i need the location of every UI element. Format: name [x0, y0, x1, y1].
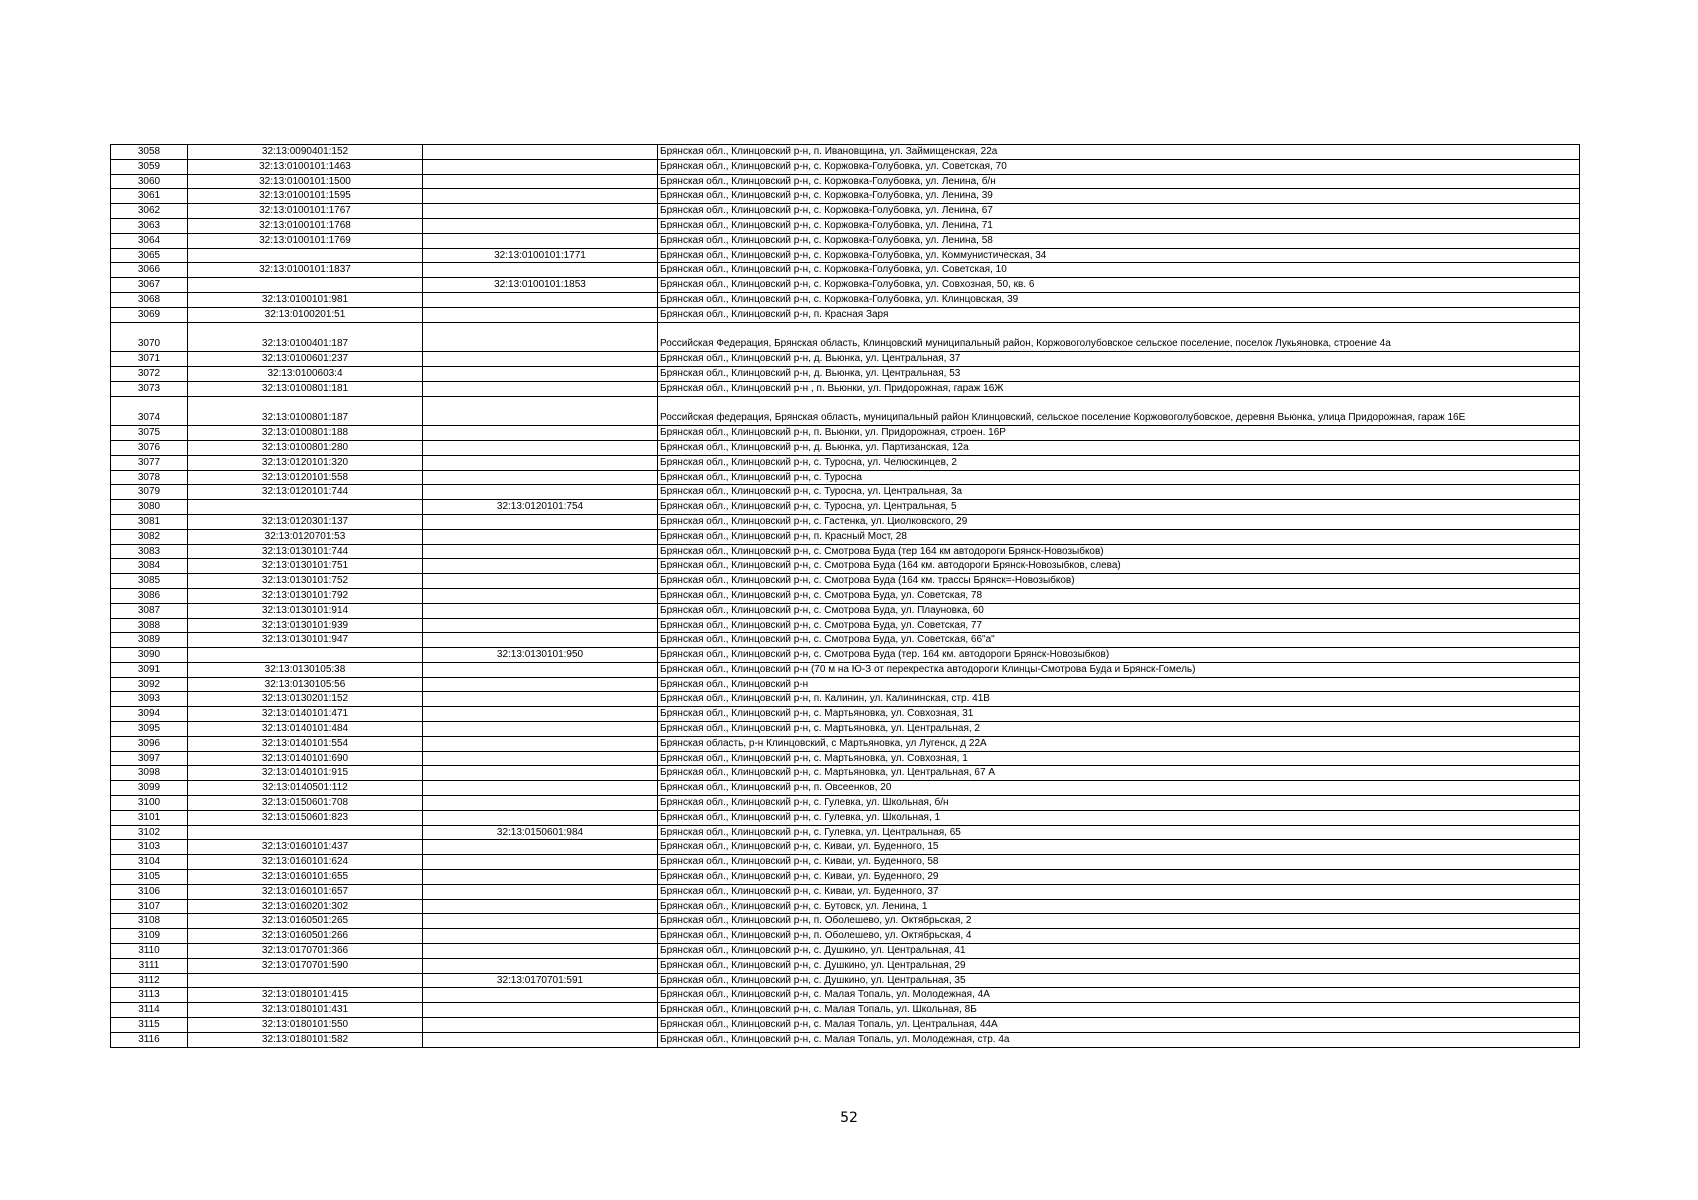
- cadastral-number-cell: 32:13:0100801:181: [188, 381, 423, 396]
- cadastral-number-cell: 32:13:0130101:744: [188, 544, 423, 559]
- cadastral-number-cell: 32:13:0150601:708: [188, 796, 423, 811]
- table-row: [111, 352, 1580, 367]
- row-number-cell: 3061: [111, 189, 188, 204]
- secondary-cadastral-number-cell: [423, 870, 658, 885]
- secondary-cadastral-number-cell: [423, 914, 658, 929]
- address-cell: Брянская обл., Клинцовский р-н, с. Малая Топаль, ул. Школьная, 8Б: [658, 1003, 1580, 1018]
- row-number-cell: 3101: [111, 810, 188, 825]
- cadastral-number-cell: 32:13:0160101:657: [188, 884, 423, 899]
- secondary-cadastral-number-cell: [423, 470, 658, 485]
- table-row: [111, 988, 1580, 1003]
- row-number-cell: 3100: [111, 796, 188, 811]
- row-number-cell: 3109: [111, 929, 188, 944]
- cadastral-number-cell: 32:13:0130105:56: [188, 677, 423, 692]
- address-cell: Брянская обл., Клинцовский р-н, с. Коржовка-Голубовка, ул. Коммунистическая, 34: [658, 248, 1580, 263]
- address-cell: Брянская обл., Клинцовский р-н: [658, 677, 1580, 692]
- address-cell: Российская Федерация, Брянская область, Клинцовский муниципальный район, Коржовоголубовское сельское поселение, поселок Лукьяновка, строение 4а: [658, 322, 1580, 352]
- row-number-cell: 3093: [111, 692, 188, 707]
- secondary-cadastral-number-cell: [423, 588, 658, 603]
- secondary-cadastral-number-cell: [423, 929, 658, 944]
- table-row: [111, 677, 1580, 692]
- address-cell: Брянская обл., Клинцовский р-н, д. Вьюнка, ул. Центральная, 53: [658, 366, 1580, 381]
- secondary-cadastral-number-cell: [423, 1032, 658, 1047]
- cadastral-number-cell: 32:13:0100601:237: [188, 352, 423, 367]
- address-cell: Брянская обл., Клинцовский р-н, с. Смотрова Буда, ул. Советская, 77: [658, 618, 1580, 633]
- table-row: [111, 174, 1580, 189]
- secondary-cadastral-number-cell: [423, 603, 658, 618]
- address-cell: Российская федерация, Брянская область, муниципальный район Клинцовский, сельское поселение Коржовоголубовское, деревня Вьюнка, улица Придорожная, гараж 16Е: [658, 396, 1580, 426]
- address-cell: Брянская обл., Клинцовский р-н, с. Мартьяновка, ул. Совхозная, 1: [658, 751, 1580, 766]
- cadastral-number-cell: 32:13:0140101:915: [188, 766, 423, 781]
- address-cell: Брянская обл., Клинцовский р-н, п. Оболешево, ул. Октябрьская, 4: [658, 929, 1580, 944]
- table-row: [111, 914, 1580, 929]
- table-row: [111, 588, 1580, 603]
- secondary-cadastral-number-cell: [423, 204, 658, 219]
- secondary-cadastral-number-cell: [423, 796, 658, 811]
- secondary-cadastral-number-cell: [423, 751, 658, 766]
- secondary-cadastral-number-cell: [423, 988, 658, 1003]
- secondary-cadastral-number-cell: [423, 958, 658, 973]
- cadastral-number-cell: 32:13:0130101:792: [188, 588, 423, 603]
- cadastral-number-cell: [188, 648, 423, 663]
- row-number-cell: 3074: [111, 396, 188, 426]
- address-cell: Брянская обл., Клинцовский р-н, с. Коржовка-Голубовка, ул. Ленина, 67: [658, 204, 1580, 219]
- secondary-cadastral-number-cell: 32:13:0120101:754: [423, 500, 658, 515]
- secondary-cadastral-number-cell: [423, 736, 658, 751]
- row-number-cell: 3088: [111, 618, 188, 633]
- cadastral-number-cell: 32:13:0100801:280: [188, 440, 423, 455]
- cadastral-number-cell: 32:13:0180101:431: [188, 1003, 423, 1018]
- row-number-cell: 3075: [111, 426, 188, 441]
- secondary-cadastral-number-cell: [423, 233, 658, 248]
- table-row: [111, 722, 1580, 737]
- address-cell: Брянская обл., Клинцовский р-н, с. Туросна, ул. Центральная, 3а: [658, 485, 1580, 500]
- secondary-cadastral-number-cell: [423, 396, 658, 426]
- row-number-cell: 3078: [111, 470, 188, 485]
- address-cell: Брянская обл., Клинцовский р-н, с. Смотрова Буда (тер. 164 км. автодороги Брянск-Новозыбков): [658, 648, 1580, 663]
- address-cell: Брянская обл., Клинцовский р-н, с. Смотрова Буда (164 км. трассы Брянск=-Новозыбков): [658, 574, 1580, 589]
- cadastral-number-cell: 32:13:0120701:53: [188, 529, 423, 544]
- cadastral-number-cell: 32:13:0140101:471: [188, 707, 423, 722]
- address-cell: Брянская обл., Клинцовский р-н , п. Вьюнки, ул. Придорожная, гараж 16Ж: [658, 381, 1580, 396]
- address-cell: Брянская обл., Клинцовский р-н, с. Малая Топаль, ул. Центральная, 44А: [658, 1018, 1580, 1033]
- cadastral-number-cell: 32:13:0100603:4: [188, 366, 423, 381]
- row-number-cell: 3080: [111, 500, 188, 515]
- table-row: [111, 233, 1580, 248]
- row-number-cell: 3062: [111, 204, 188, 219]
- table-row: [111, 958, 1580, 973]
- cadastral-number-cell: 32:13:0100101:981: [188, 292, 423, 307]
- cadastral-number-cell: 32:13:0100101:1767: [188, 204, 423, 219]
- address-cell: Брянская обл., Клинцовский р-н, с. Смотрова Буда, ул. Советская, 66"а": [658, 633, 1580, 648]
- table-row: [111, 648, 1580, 663]
- table-row: [111, 145, 1580, 160]
- row-number-cell: 3105: [111, 870, 188, 885]
- row-number-cell: 3069: [111, 307, 188, 322]
- address-cell: Брянская обл., Клинцовский р-н, д. Вьюнка, ул. Партизанская, 12а: [658, 440, 1580, 455]
- table-row: [111, 929, 1580, 944]
- table-row: [111, 381, 1580, 396]
- row-number-cell: 3079: [111, 485, 188, 500]
- table-row: [111, 618, 1580, 633]
- row-number-cell: 3084: [111, 559, 188, 574]
- cadastral-number-cell: 32:13:0130201:152: [188, 692, 423, 707]
- row-number-cell: 3112: [111, 973, 188, 988]
- cadastral-number-cell: 32:13:0100101:1769: [188, 233, 423, 248]
- row-number-cell: 3076: [111, 440, 188, 455]
- secondary-cadastral-number-cell: [423, 618, 658, 633]
- cadastral-number-cell: 32:13:0160101:655: [188, 870, 423, 885]
- cadastral-number-cell: 32:13:0130101:947: [188, 633, 423, 648]
- row-number-cell: 3070: [111, 322, 188, 352]
- address-cell: Брянская обл., Клинцовский р-н, с. Коржовка-Голубовка, ул. Ленина, 39: [658, 189, 1580, 204]
- cadastral-number-cell: 32:13:0140501:112: [188, 781, 423, 796]
- cadastral-number-cell: 32:13:0160101:437: [188, 840, 423, 855]
- secondary-cadastral-number-cell: 32:13:0130101:950: [423, 648, 658, 663]
- row-number-cell: 3060: [111, 174, 188, 189]
- table-row: [111, 692, 1580, 707]
- cadastral-number-cell: [188, 248, 423, 263]
- address-cell: Брянская обл., Клинцовский р-н, с. Коржовка-Голубовка, ул. Совхозная, 50, кв. 6: [658, 278, 1580, 293]
- address-cell: Брянская обл., Клинцовский р-н, с. Гастенка, ул. Циолковского, 29: [658, 514, 1580, 529]
- secondary-cadastral-number-cell: 32:13:0100101:1771: [423, 248, 658, 263]
- cadastral-number-cell: 32:13:0180101:550: [188, 1018, 423, 1033]
- table-row: [111, 248, 1580, 263]
- cadastral-number-cell: 32:13:0180101:582: [188, 1032, 423, 1047]
- cadastral-number-cell: 32:13:0100101:1595: [188, 189, 423, 204]
- row-number-cell: 3092: [111, 677, 188, 692]
- cadastral-number-cell: [188, 500, 423, 515]
- row-number-cell: 3089: [111, 633, 188, 648]
- row-number-cell: 3067: [111, 278, 188, 293]
- secondary-cadastral-number-cell: [423, 307, 658, 322]
- address-cell: Брянская обл., Клинцовский р-н, с. Коржовка-Голубовка, ул. Советская, 70: [658, 159, 1580, 174]
- address-cell: Брянская обл., Клинцовский р-н, п. Калинин, ул. Калининская, стр. 41В: [658, 692, 1580, 707]
- row-number-cell: 3090: [111, 648, 188, 663]
- table-row: [111, 766, 1580, 781]
- row-number-cell: 3102: [111, 825, 188, 840]
- secondary-cadastral-number-cell: [423, 559, 658, 574]
- table-row: [111, 440, 1580, 455]
- table-row: [111, 218, 1580, 233]
- table-row: [111, 559, 1580, 574]
- table-row: [111, 470, 1580, 485]
- row-number-cell: 3059: [111, 159, 188, 174]
- address-cell: Брянская обл., Клинцовский р-н, с. Гулевка, ул. Школьная, 1: [658, 810, 1580, 825]
- cadastral-number-cell: 32:13:0130101:939: [188, 618, 423, 633]
- address-cell: Брянская обл., Клинцовский р-н, п. Ивановщина, ул. Займищенская, 22а: [658, 145, 1580, 160]
- secondary-cadastral-number-cell: [423, 174, 658, 189]
- table-row: [111, 263, 1580, 278]
- table-row: [111, 781, 1580, 796]
- row-number-cell: 3114: [111, 1003, 188, 1018]
- row-number-cell: 3064: [111, 233, 188, 248]
- secondary-cadastral-number-cell: [423, 145, 658, 160]
- address-cell: Брянская обл., Клинцовский р-н, с. Коржовка-Голубовка, ул. Ленина, 58: [658, 233, 1580, 248]
- address-cell: Брянская обл., Клинцовский р-н, с. Киваи, ул. Буденного, 29: [658, 870, 1580, 885]
- row-number-cell: 3104: [111, 855, 188, 870]
- cadastral-number-cell: 32:13:0160201:302: [188, 899, 423, 914]
- address-cell: Брянская обл., Клинцовский р-н, п. Вьюнки, ул. Придорожная, строен. 16Р: [658, 426, 1580, 441]
- cadastral-number-cell: 32:13:0150601:823: [188, 810, 423, 825]
- table-row: [111, 544, 1580, 559]
- table-row: [111, 1003, 1580, 1018]
- address-cell: Брянская обл., Клинцовский р-н, с. Туросна: [658, 470, 1580, 485]
- row-number-cell: 3065: [111, 248, 188, 263]
- cadastral-number-cell: 32:13:0100101:1768: [188, 218, 423, 233]
- row-number-cell: 3068: [111, 292, 188, 307]
- row-number-cell: 3107: [111, 899, 188, 914]
- secondary-cadastral-number-cell: [423, 1018, 658, 1033]
- secondary-cadastral-number-cell: [423, 455, 658, 470]
- address-cell: Брянская обл., Клинцовский р-н, с. Гулевка, ул. Центральная, 65: [658, 825, 1580, 840]
- secondary-cadastral-number-cell: [423, 781, 658, 796]
- address-cell: Брянская обл., Клинцовский р-н, с. Коржовка-Голубовка, ул. Клинцовская, 39: [658, 292, 1580, 307]
- row-number-cell: 3087: [111, 603, 188, 618]
- row-number-cell: 3082: [111, 529, 188, 544]
- address-cell: Брянская обл., Клинцовский р-н, д. Вьюнка, ул. Центральная, 37: [658, 352, 1580, 367]
- row-number-cell: 3091: [111, 662, 188, 677]
- row-number-cell: 3106: [111, 884, 188, 899]
- row-number-cell: 3103: [111, 840, 188, 855]
- secondary-cadastral-number-cell: [423, 189, 658, 204]
- address-cell: Брянская область, р-н Клинцовский, с Мартьяновка, ул Лугенск, д 22А: [658, 736, 1580, 751]
- address-cell: Брянская обл., Клинцовский р-н, с. Туросна, ул. Центральная, 5: [658, 500, 1580, 515]
- row-number-cell: 3081: [111, 514, 188, 529]
- cadastral-number-cell: 32:13:0120101:320: [188, 455, 423, 470]
- row-number-cell: 3085: [111, 574, 188, 589]
- cadastral-number-cell: 32:13:0130101:752: [188, 574, 423, 589]
- secondary-cadastral-number-cell: [423, 810, 658, 825]
- cadastral-number-cell: 32:13:0100801:187: [188, 396, 423, 426]
- secondary-cadastral-number-cell: [423, 485, 658, 500]
- table-row: [111, 485, 1580, 500]
- cadastral-number-cell: 32:13:0100101:1500: [188, 174, 423, 189]
- registry-table: [110, 144, 1580, 1048]
- row-number-cell: 3099: [111, 781, 188, 796]
- address-cell: Брянская обл., Клинцовский р-н, п. Овсеенков, 20: [658, 781, 1580, 796]
- secondary-cadastral-number-cell: [423, 426, 658, 441]
- row-number-cell: 3110: [111, 944, 188, 959]
- table-row: [111, 633, 1580, 648]
- secondary-cadastral-number-cell: [423, 707, 658, 722]
- secondary-cadastral-number-cell: 32:13:0100101:1853: [423, 278, 658, 293]
- address-cell: Брянская обл., Клинцовский р-н, п. Красная Заря: [658, 307, 1580, 322]
- row-number-cell: 3073: [111, 381, 188, 396]
- table-row: [111, 366, 1580, 381]
- secondary-cadastral-number-cell: [423, 899, 658, 914]
- secondary-cadastral-number-cell: [423, 766, 658, 781]
- address-cell: Брянская обл., Клинцовский р-н, с. Смотрова Буда (тер 164 км автодороги Брянск-Новозыбков): [658, 544, 1580, 559]
- secondary-cadastral-number-cell: [423, 322, 658, 352]
- secondary-cadastral-number-cell: [423, 722, 658, 737]
- row-number-cell: 3113: [111, 988, 188, 1003]
- table-row: [111, 751, 1580, 766]
- table-row: [111, 1032, 1580, 1047]
- cadastral-number-cell: 32:13:0090401:152: [188, 145, 423, 160]
- cadastral-number-cell: 32:13:0170701:366: [188, 944, 423, 959]
- row-number-cell: 3108: [111, 914, 188, 929]
- address-cell: Брянская обл., Клинцовский р-н, с. Душкино, ул. Центральная, 29: [658, 958, 1580, 973]
- row-number-cell: 3094: [111, 707, 188, 722]
- row-number-cell: 3095: [111, 722, 188, 737]
- cadastral-number-cell: 32:13:0160501:265: [188, 914, 423, 929]
- secondary-cadastral-number-cell: [423, 159, 658, 174]
- cadastral-number-cell: 32:13:0100101:1463: [188, 159, 423, 174]
- secondary-cadastral-number-cell: [423, 944, 658, 959]
- table-row: [111, 189, 1580, 204]
- secondary-cadastral-number-cell: [423, 440, 658, 455]
- cadastral-number-cell: 32:13:0100201:51: [188, 307, 423, 322]
- row-number-cell: 3096: [111, 736, 188, 751]
- address-cell: Брянская обл., Клинцовский р-н, с. Мартьяновка, ул. Совхозная, 31: [658, 707, 1580, 722]
- cadastral-number-cell: [188, 278, 423, 293]
- table-row: [111, 662, 1580, 677]
- row-number-cell: 3086: [111, 588, 188, 603]
- secondary-cadastral-number-cell: [423, 692, 658, 707]
- address-cell: Брянская обл., Клинцовский р-н, с. Коржовка-Голубовка, ул. Ленина, 71: [658, 218, 1580, 233]
- table-row: [111, 603, 1580, 618]
- address-cell: Брянская обл., Клинцовский р-н, п. Красный Мост, 28: [658, 529, 1580, 544]
- secondary-cadastral-number-cell: [423, 529, 658, 544]
- table-row: [111, 307, 1580, 322]
- address-cell: Брянская обл., Клинцовский р-н, с. Смотрова Буда, ул. Советская, 78: [658, 588, 1580, 603]
- row-number-cell: 3071: [111, 352, 188, 367]
- address-cell: Брянская обл., Клинцовский р-н, с. Душкино, ул. Центральная, 35: [658, 973, 1580, 988]
- table-row: [111, 396, 1580, 426]
- row-number-cell: 3077: [111, 455, 188, 470]
- table-row: [111, 840, 1580, 855]
- cadastral-number-cell: 32:13:0130105:38: [188, 662, 423, 677]
- table-row: [111, 870, 1580, 885]
- secondary-cadastral-number-cell: [423, 352, 658, 367]
- row-number-cell: 3066: [111, 263, 188, 278]
- secondary-cadastral-number-cell: [423, 292, 658, 307]
- table-row: [111, 159, 1580, 174]
- row-number-cell: 3072: [111, 366, 188, 381]
- row-number-cell: 3097: [111, 751, 188, 766]
- table-row: [111, 973, 1580, 988]
- cadastral-number-cell: 32:13:0130101:914: [188, 603, 423, 618]
- table-row: [111, 500, 1580, 515]
- table-row: [111, 884, 1580, 899]
- table-row: [111, 322, 1580, 352]
- address-cell: Брянская обл., Клинцовский р-н, с. Бутовск, ул. Ленина, 1: [658, 899, 1580, 914]
- table-row: [111, 707, 1580, 722]
- secondary-cadastral-number-cell: [423, 840, 658, 855]
- cadastral-number-cell: 32:13:0180101:415: [188, 988, 423, 1003]
- secondary-cadastral-number-cell: [423, 381, 658, 396]
- secondary-cadastral-number-cell: [423, 218, 658, 233]
- address-cell: Брянская обл., Клинцовский р-н, с. Киваи, ул. Буденного, 15: [658, 840, 1580, 855]
- table-row: [111, 899, 1580, 914]
- table-row: [111, 736, 1580, 751]
- row-number-cell: 3058: [111, 145, 188, 160]
- cadastral-number-cell: 32:13:0170701:590: [188, 958, 423, 973]
- table-row: [111, 204, 1580, 219]
- cadastral-number-cell: 32:13:0120101:558: [188, 470, 423, 485]
- table-row: [111, 796, 1580, 811]
- table-row: [111, 278, 1580, 293]
- secondary-cadastral-number-cell: [423, 855, 658, 870]
- address-cell: Брянская обл., Клинцовский р-н, с. Коржовка-Голубовка, ул. Ленина, б/н: [658, 174, 1580, 189]
- row-number-cell: 3098: [111, 766, 188, 781]
- secondary-cadastral-number-cell: [423, 366, 658, 381]
- address-cell: Брянская обл., Клинцовский р-н, с. Мартьяновка, ул. Центральная, 2: [658, 722, 1580, 737]
- table-row: [111, 574, 1580, 589]
- cadastral-number-cell: 32:13:0120101:744: [188, 485, 423, 500]
- secondary-cadastral-number-cell: 32:13:0170701:591: [423, 973, 658, 988]
- address-cell: Брянская обл., Клинцовский р-н, с. Туросна, ул. Челюскинцев, 2: [658, 455, 1580, 470]
- address-cell: Брянская обл., Клинцовский р-н, с. Киваи, ул. Буденного, 37: [658, 884, 1580, 899]
- secondary-cadastral-number-cell: [423, 514, 658, 529]
- secondary-cadastral-number-cell: [423, 263, 658, 278]
- secondary-cadastral-number-cell: [423, 662, 658, 677]
- cadastral-number-cell: 32:13:0140101:690: [188, 751, 423, 766]
- cadastral-number-cell: 32:13:0100401:187: [188, 322, 423, 352]
- cadastral-number-cell: 32:13:0160501:266: [188, 929, 423, 944]
- cadastral-number-cell: 32:13:0130101:751: [188, 559, 423, 574]
- address-cell: Брянская обл., Клинцовский р-н, с. Смотрова Буда (164 км. автодороги Брянск-Новозыбков, слева): [658, 559, 1580, 574]
- table-row: [111, 426, 1580, 441]
- table-row: [111, 944, 1580, 959]
- table-row: [111, 529, 1580, 544]
- address-cell: Брянская обл., Клинцовский р-н, с. Малая Топаль, ул. Молодежная, стр. 4а: [658, 1032, 1580, 1047]
- cadastral-number-cell: [188, 825, 423, 840]
- table-row: [111, 825, 1580, 840]
- table-row: [111, 514, 1580, 529]
- row-number-cell: 3083: [111, 544, 188, 559]
- address-cell: Брянская обл., Клинцовский р-н, с. Коржовка-Голубовка, ул. Советская, 10: [658, 263, 1580, 278]
- address-cell: Брянская обл., Клинцовский р-н, с. Гулевка, ул. Школьная, б/н: [658, 796, 1580, 811]
- cadastral-number-cell: 32:13:0160101:624: [188, 855, 423, 870]
- secondary-cadastral-number-cell: 32:13:0150601:984: [423, 825, 658, 840]
- secondary-cadastral-number-cell: [423, 574, 658, 589]
- row-number-cell: 3111: [111, 958, 188, 973]
- address-cell: Брянская обл., Клинцовский р-н, с. Смотрова Буда, ул. Плауновка, 60: [658, 603, 1580, 618]
- secondary-cadastral-number-cell: [423, 677, 658, 692]
- row-number-cell: 3115: [111, 1018, 188, 1033]
- address-cell: Брянская обл., Клинцовский р-н, с. Киваи, ул. Буденного, 58: [658, 855, 1580, 870]
- address-cell: Брянская обл., Клинцовский р-н, п. Оболешево, ул. Октябрьская, 2: [658, 914, 1580, 929]
- secondary-cadastral-number-cell: [423, 544, 658, 559]
- secondary-cadastral-number-cell: [423, 1003, 658, 1018]
- address-cell: Брянская обл., Клинцовский р-н, с. Мартьяновка, ул. Центральная, 67 А: [658, 766, 1580, 781]
- cadastral-number-cell: 32:13:0120301:137: [188, 514, 423, 529]
- row-number-cell: 3116: [111, 1032, 188, 1047]
- cadastral-number-cell: 32:13:0140101:554: [188, 736, 423, 751]
- address-cell: Брянская обл., Клинцовский р-н, с. Малая Топаль, ул. Молодежная, 4А: [658, 988, 1580, 1003]
- table-row: [111, 1018, 1580, 1033]
- table-row: [111, 855, 1580, 870]
- table-row: [111, 455, 1580, 470]
- secondary-cadastral-number-cell: [423, 633, 658, 648]
- address-cell: Брянская обл., Клинцовский р-н (70 м на Ю-З от перекрестка автодороги Клинцы-Смотрова Буда и Брянск-Гомель): [658, 662, 1580, 677]
- table-row: [111, 292, 1580, 307]
- secondary-cadastral-number-cell: [423, 884, 658, 899]
- address-cell: Брянская обл., Клинцовский р-н, с. Душкино, ул. Центральная, 41: [658, 944, 1580, 959]
- cadastral-number-cell: [188, 973, 423, 988]
- cadastral-number-cell: 32:13:0100101:1837: [188, 263, 423, 278]
- cadastral-number-cell: 32:13:0140101:484: [188, 722, 423, 737]
- table-row: [111, 810, 1580, 825]
- page-number: 52: [840, 1110, 858, 1126]
- cadastral-number-cell: 32:13:0100801:188: [188, 426, 423, 441]
- registry-table-body: [111, 145, 1580, 1048]
- row-number-cell: 3063: [111, 218, 188, 233]
